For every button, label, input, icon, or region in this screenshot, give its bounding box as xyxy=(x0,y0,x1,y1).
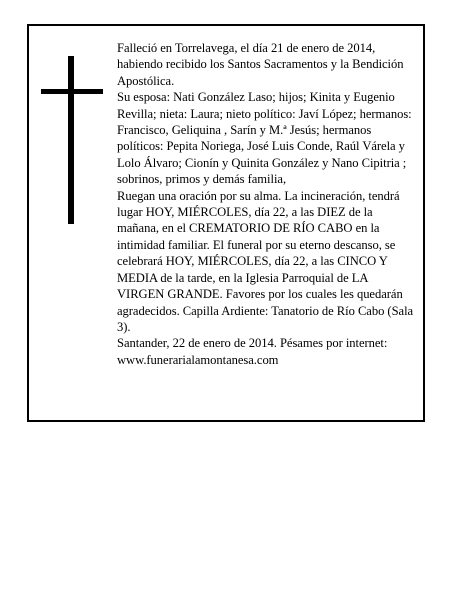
obituary-notice xyxy=(27,24,425,422)
notice-paragraph-family: Su esposa: Nati González Laso; hijos; Kinita y Eugenio Revilla; nieta: Laura; nieto político: Javí López; hermanos: Francisco, Geliquina , Sarín y M.ª Jesús; hermanos políticos: Pepita Noriega, José Luis Conde, Raúl Várela y Lolo Álvaro; Cionín y Quinita González y Nano Cipitria ; sobrinos, primos y demás familia, xyxy=(117,90,412,187)
cross-icon xyxy=(41,56,103,224)
notice-paragraph-death: Falleció en Torrelavega, el día 21 de enero de 2014, habiendo recibido los Santos Sacramentos y la Bendición Apostólica. xyxy=(117,41,404,88)
notice-body xyxy=(117,40,417,368)
notice-paragraph-ceremony: Ruegan una oración por su alma. La incineración, tendrá lugar HOY, MIÉRCOLES, día 22, a las DIEZ de la mañana, en el CREMATORIO DE RÍO CABO en la intimidad familiar. El funeral por su eterno descanso, se celebrará HOY, MIÉRCOLES, día 22, a las CINCO Y MEDIA de la tarde, en la Iglesia Parroquial de LA VIRGEN GRANDE. Favores por los cuales les quedarán agradecidos. Capilla Ardiente: Tanatorio de Río Cabo (Sala 3). xyxy=(117,188,414,334)
notice-paragraph-closing: Santander, 22 de enero de 2014. Pésames por internet: www.funerarialamontanesa.com xyxy=(117,336,388,367)
